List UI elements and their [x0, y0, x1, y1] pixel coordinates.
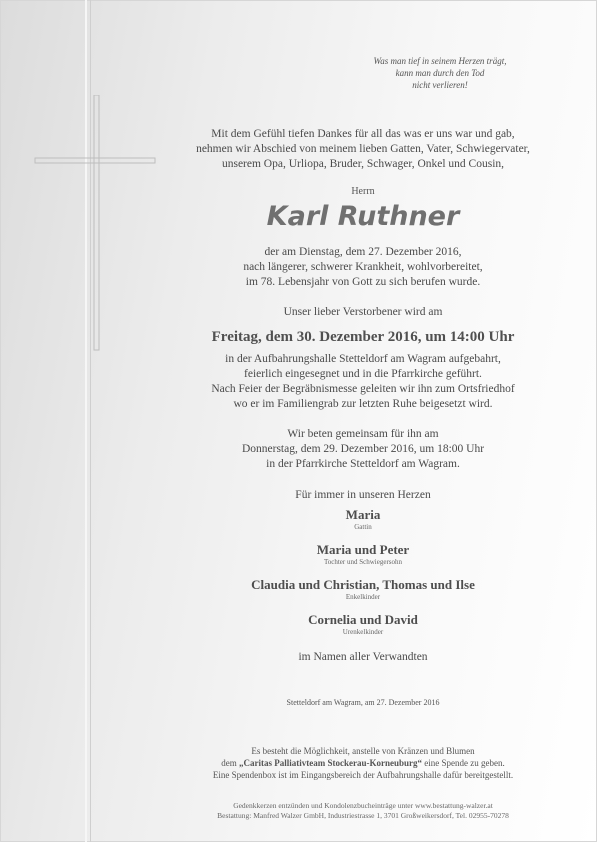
mourner-name: Maria [345, 507, 381, 522]
death-line: nach längerer, schwerer Krankheit, wohlvorbereitet, [243, 261, 483, 273]
intro-line: nehmen wir Abschied von meinem lieben Gatten, Vater, Schwiegervater, [196, 143, 530, 155]
donation-text [130, 745, 596, 781]
prayer-line: Donnerstag, dem 29. Dezember 2016, um 18:00 Uhr [241, 443, 485, 455]
donation-line: Eine Spendenbox ist im Eingangsbereich der Aufbahrungshalle dafür bereitgestellt. [212, 770, 514, 780]
mourner-3 [130, 577, 596, 602]
death-line: im 78. Lebensjahr von Gott zu sich berufen wurde. [245, 276, 481, 288]
footer-line: Bestattung: Manfred Walzer GmbH, Industriestrasse 1, 3701 Großweikersdorf, Tel. 02955-70278 [217, 811, 509, 820]
prayer-line: in der Pfarrkirche Stetteldorf am Wagram. [266, 458, 460, 470]
donation-line: Es besteht die Möglichkeit, anstelle von Kränzen und Blumen [251, 746, 475, 756]
donation-line [130, 757, 596, 769]
funeral-line: feierlich eingesegnet und in die Pfarrkirche geführt. [244, 368, 482, 380]
intro-text [130, 127, 596, 172]
motto-line: kann man durch den Tod [395, 68, 485, 78]
mourner-2 [130, 542, 596, 567]
death-text [130, 245, 596, 290]
intro-line: Mit dem Gefühl tiefen Dankes für all das was er uns war und gab, [211, 128, 515, 140]
funeral-line: Nach Feier der Begräbnismesse geleiten wir ihn zum Ortsfriedhof [211, 383, 515, 395]
mourner-name: Maria und Peter [316, 542, 410, 557]
donation-pre: dem [221, 758, 237, 768]
forever-text: Für immer in unseren Herzen [295, 489, 431, 501]
motto [330, 55, 550, 91]
deceased-name: Karl Ruthner [266, 201, 460, 232]
motto-line: Was man tief in seinem Herzen trägt, [373, 56, 507, 66]
motto-line: nicht verlieren! [412, 80, 468, 90]
mourner-name: Claudia und Christian, Thomas und Ilse [251, 577, 475, 592]
funeral-line: wo er im Familiengrab zur letzten Ruhe beigesetzt wird. [233, 398, 493, 410]
mourner-relation: Tochter und Schwiegersohn [323, 558, 403, 566]
charity-name: „Caritas Palliativteam Stockerau-Korneuburg“ [239, 758, 422, 768]
funeral-intro: Unser lieber Verstorbener wird am [283, 306, 443, 318]
death-line: der am Dienstag, dem 27. Dezember 2016, [264, 246, 462, 258]
funeral-details [130, 352, 596, 412]
salutation: Herrn [351, 186, 375, 197]
relatives-text: im Namen aller Verwandten [298, 651, 428, 663]
mourner-1 [130, 507, 596, 532]
footer-line: Gedenkkerzen entzünden und Kondolenzbucheinträge unter www.bestattung-walzer.at [233, 801, 493, 810]
prayer-text [130, 427, 596, 472]
funeral-line: in der Aufbahrungshalle Stetteldorf am Wagram aufgebahrt, [225, 353, 501, 365]
donation-post: eine Spende zu geben. [424, 758, 505, 768]
mourner-name: Cornelia und David [308, 612, 418, 627]
footer [130, 801, 596, 821]
prayer-line: Wir beten gemeinsam für ihn am [287, 428, 439, 440]
funeral-date: Freitag, dem 30. Dezember 2016, um 14:00 Uhr [211, 329, 515, 345]
mourner-relation: Enkelkinder [345, 593, 381, 601]
place-date: Stetteldorf am Wagram, am 27. Dezember 2016 [286, 698, 440, 707]
intro-line: unserem Opa, Urliopa, Bruder, Schwager, Onkel und Cousin, [221, 158, 505, 170]
mourner-relation: Gattin [354, 523, 372, 531]
mourner-relation: Urenkelkinder [342, 628, 384, 636]
mourner-4 [130, 612, 596, 637]
